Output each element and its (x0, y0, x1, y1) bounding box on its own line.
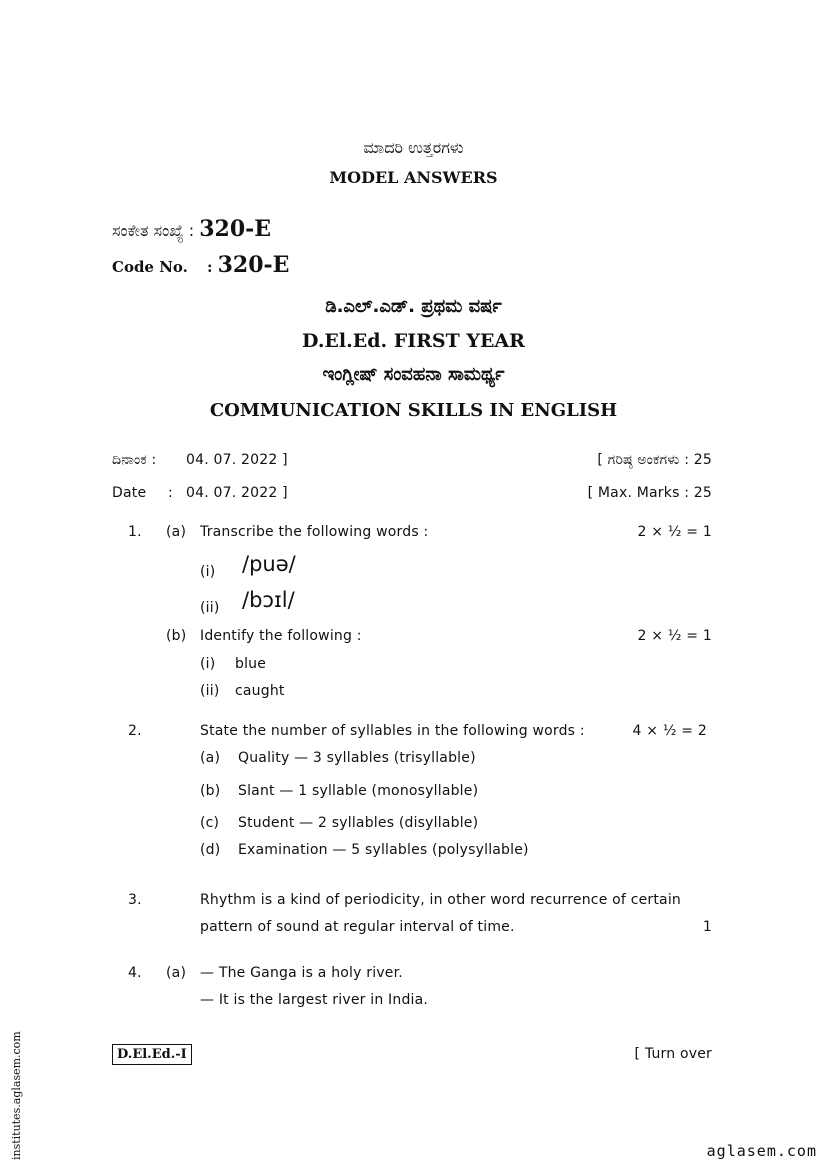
q2-item-label: (d) (200, 842, 221, 858)
q3-number: 3. (128, 892, 142, 908)
q1b-marks: 2 × ½ = 1 (637, 628, 712, 644)
q1-number: 1. (128, 524, 142, 540)
q3-marks: 1 (702, 919, 712, 935)
kannada-course-title: ಡಿ.ಎಲ್.ಎಡ್. ಪ್ರಥಮ ವರ್ಷ (325, 296, 502, 317)
date-value: 04. 07. 2022 ] (186, 485, 288, 501)
q1b-question: Identify the following : (200, 628, 362, 644)
side-url-watermark: institutes.aglasem.com (10, 1031, 23, 1160)
footer-code-box: D.El.Ed.-I (112, 1044, 192, 1065)
q1a-question: Transcribe the following words : (200, 524, 429, 540)
site-watermark: aglasem.com (706, 1142, 817, 1160)
q4a-answer-line1: — The Ganga is a holy river. (200, 965, 403, 981)
code-number-value: 320-E (217, 252, 290, 278)
kannada-code-label: ಸಂಕೇತ ಸಂಖ್ಯೆ : (112, 221, 195, 240)
date-separator: : (168, 485, 173, 501)
q4-number: 4. (128, 965, 142, 981)
turn-over-note: [ Turn over (634, 1046, 712, 1062)
code-number-row (112, 252, 289, 278)
course-title: D.El.Ed. FIRST YEAR (302, 330, 525, 352)
kannada-date-label: ದಿನಾಂಕ : (112, 452, 157, 468)
q2-marks: 4 × ½ = 2 (632, 723, 707, 739)
q1a-marks: 2 × ½ = 1 (637, 524, 712, 540)
max-marks: [ Max. Marks : 25 (587, 485, 712, 501)
q4a-answer-line2: — It is the largest river in India. (200, 992, 429, 1008)
kannada-date-value: 04. 07. 2022 ] (186, 452, 288, 468)
q2-item-label: (c) (200, 815, 220, 831)
model-answers-title: MODEL ANSWERS (329, 168, 498, 187)
q3-answer-line1: Rhythm is a kind of periodicity, in other word recurrence of certain (200, 892, 682, 908)
code-number-label: Code No. (112, 258, 188, 276)
kannada-code-row (112, 216, 271, 242)
kannada-max-marks: [ ಗರಿಷ್ಠ ಅಂಕಗಳು : 25 (597, 452, 712, 468)
q1b-ii-answer: caught (235, 683, 285, 699)
q2-item-text: Student — 2 syllables (disyllable) (238, 815, 479, 831)
q2-item-text: Quality — 3 syllables (trisyllable) (238, 750, 476, 766)
q1a-i-phonetic-answer: /puə/ (242, 552, 296, 576)
q2-number: 2. (128, 723, 142, 739)
q1a-ii-phonetic-answer: /bɔɪl/ (242, 588, 295, 612)
q1b-i-answer: blue (235, 656, 267, 672)
q1a-ii-label: (ii) (200, 600, 220, 616)
q2-item-text: Examination — 5 syllables (polysyllable) (238, 842, 529, 858)
q2-item-text: Slant — 1 syllable (monosyllable) (238, 783, 479, 799)
q1a-label: (a) (166, 524, 187, 540)
q1a-i-label: (i) (200, 564, 216, 580)
kannada-code-value: 320-E (199, 216, 272, 242)
kannada-subject-title: ಇಂಗ್ಲೀಷ್ ಸಂವಹನಾ ಸಾಮರ್ಥ್ಯ (322, 364, 505, 385)
q2-item-label: (b) (200, 783, 221, 799)
q2-question: State the number of syllables in the following words : (200, 723, 585, 739)
q4a-label: (a) (166, 965, 187, 981)
q1b-ii-label: (ii) (200, 683, 220, 699)
q1b-label: (b) (166, 628, 187, 644)
q2-item-label: (a) (200, 750, 221, 766)
kannada-title: ಮಾದರಿ ಉತ್ತರಗಳು (363, 138, 464, 157)
code-number-separator: : (206, 258, 213, 276)
q3-answer-line2: pattern of sound at regular interval of time. (200, 919, 515, 935)
date-label: Date (112, 485, 147, 501)
subject-title: COMMUNICATION SKILLS IN ENGLISH (209, 400, 618, 421)
q1b-i-label: (i) (200, 656, 216, 672)
